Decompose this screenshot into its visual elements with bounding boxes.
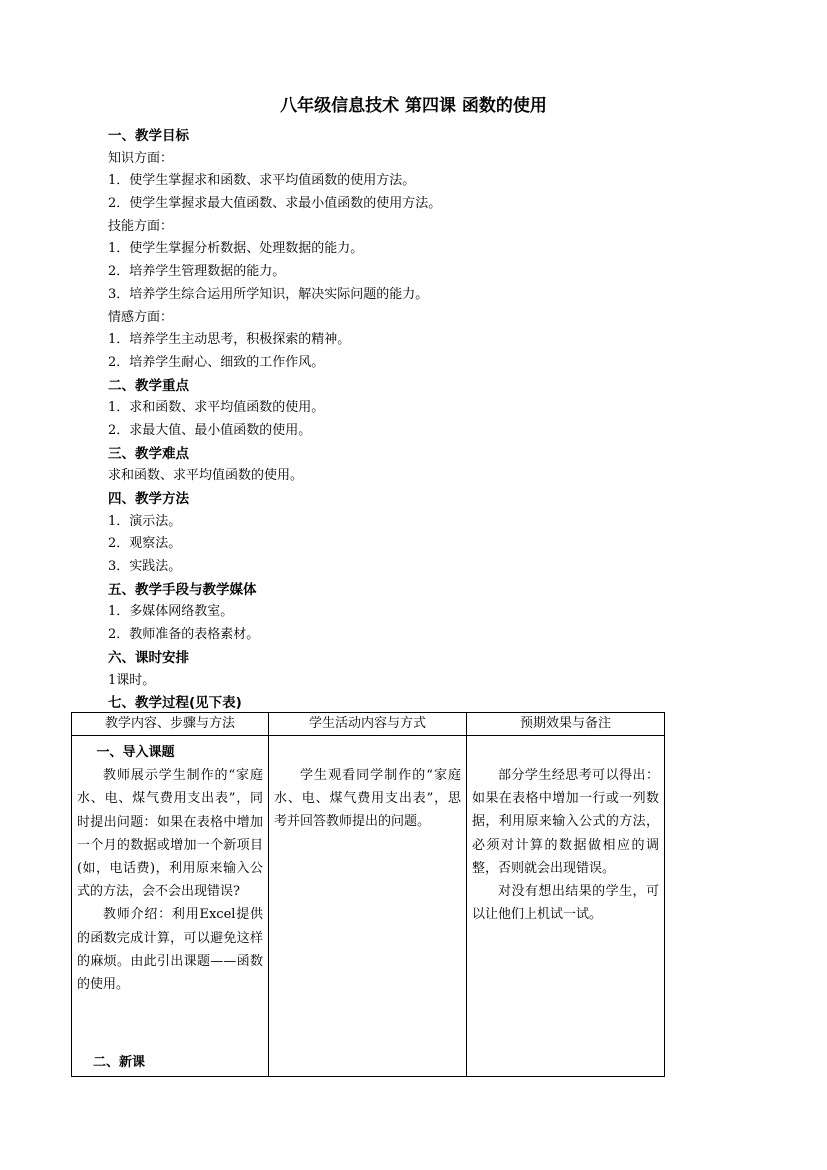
column-header-expected-effect: 预期效果与备注: [467, 713, 665, 736]
section-heading: 一、教学目标: [108, 128, 189, 144]
section-line: 2．使学生掌握求最大值函数、求最小值函数的使用方法。: [108, 196, 442, 212]
cell-paragraph: 教师介绍：利用Excel提供的函数完成计算，可以避免这样的麻烦。由此引出课题——函数的使用。: [77, 907, 263, 993]
section-heading: 三、教学难点: [108, 445, 189, 462]
cell-heading: 一、导入课题: [96, 745, 175, 760]
cell-paragraph: 教师展示学生制作的“家庭水、电、煤气费用支出表”，同时提出问题：如果在表格中增加一个月的数据或增加一个新项目(如，电话费)，利用原来输入公式的方法，会不会出现错误?: [77, 768, 263, 900]
column-header-student-activity: 学生活动内容与方式: [269, 713, 467, 736]
cell-paragraph: 学生观看同学制作的“家庭水、电、煤气费用支出表”，思考并回答教师提出的问题。: [274, 768, 461, 830]
process-heading: 七、教学过程(见下表): [108, 695, 242, 712]
cell-paragraph: 对没有想出结果的学生，可以让他们上机试一试。: [472, 884, 659, 923]
document-title: 八年级信息技术 第四课 函数的使用: [280, 96, 547, 116]
cell-footer-heading: 二、新课: [93, 1054, 146, 1070]
table-row: [72, 736, 665, 1077]
teaching-process-table: [71, 712, 665, 1077]
lesson-plan-body: [108, 125, 708, 715]
table-header-row: [72, 713, 665, 736]
section-line: 1．使学生掌握求和函数、求平均值函数的使用方法。: [108, 173, 416, 189]
section-line: 2．培养学生耐心、细致的工作作风。: [108, 354, 325, 370]
column-header-content: 教学内容、步骤与方法: [72, 713, 269, 736]
section-line: 2．培养学生管理数据的能力。: [108, 264, 286, 280]
cell-paragraph: 部分学生经思考可以得出：如果在表格中增加一行或一列数据，利用原来输入公式的方法，必须对计算的数据做相应的调整，否则就会出现错误。: [472, 768, 659, 876]
student-activity-cell: [269, 736, 467, 1077]
section-line: 1．多媒体网络教室。: [108, 604, 234, 620]
section-line: 2．求最大值、最小值函数的使用。: [108, 422, 312, 438]
section-line: 1．使学生掌握分析数据、处理数据的能力。: [108, 241, 364, 257]
section-heading: 六、课时安排: [108, 649, 189, 666]
section-line: 3．培养学生综合运用所学知识，解决实际问题的能力。: [108, 286, 429, 302]
expected-effect-cell: [467, 736, 665, 1077]
section-line: 2．教师准备的表格素材。: [108, 627, 260, 643]
section-line: 1课时。: [108, 672, 156, 688]
section-heading: 四、教学方法: [108, 491, 189, 507]
section-line: 2．观察法。: [108, 536, 182, 552]
section-line: 技能方面：: [108, 218, 174, 234]
section-line: 1．求和函数、求平均值函数的使用。: [108, 400, 325, 416]
section-line: 知识方面：: [108, 150, 174, 166]
section-line: 1．演示法。: [108, 513, 182, 529]
content-cell: [72, 736, 269, 1077]
section-heading: 五、教学手段与教学媒体: [108, 581, 257, 598]
section-heading: 二、教学重点: [108, 377, 189, 394]
section-line: 求和函数、求平均值函数的使用。: [108, 468, 304, 484]
section-line: 3．实践法。: [108, 559, 182, 575]
section-line: 1．培养学生主动思考，积极探索的精神。: [108, 332, 351, 348]
section-line: 情感方面：: [108, 309, 174, 325]
